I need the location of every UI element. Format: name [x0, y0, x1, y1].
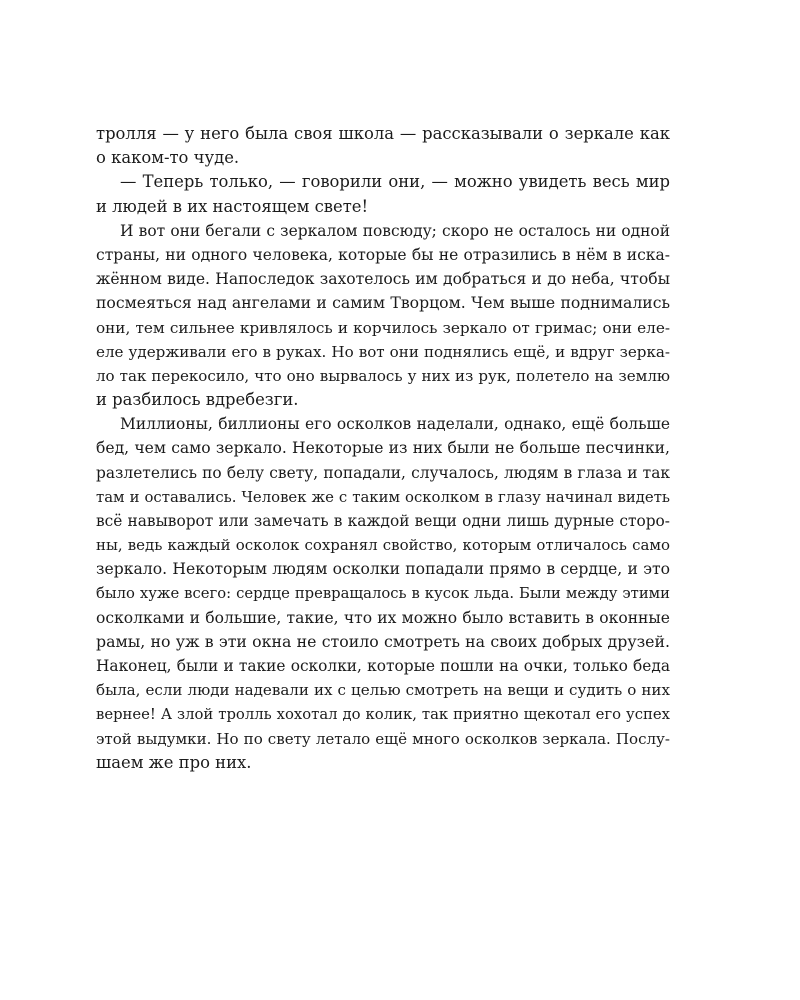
text-line: о каком-то чуде. — [96, 148, 240, 168]
text-line: всё навыворот или замечать в каждой вещи одни лишь дурные сторо- — [96, 512, 670, 530]
text-line: ло так перекосило, что оно вырвалось у них из рук, полетело на землю — [96, 366, 670, 385]
text-line: бед, чем само зеркало. Некоторые из них были не больше песчинки, — [96, 439, 670, 458]
text-line: ны, ведь каждый осколок сохранял свойство, которым отличалось само — [96, 536, 670, 555]
body-text — [96, 122, 670, 775]
text-line: посмеяться над ангелами и самим Творцом. Чем выше поднимались — [96, 293, 670, 313]
text-line: Миллионы, биллионы его осколков наделали, однако, ещё больше — [120, 415, 670, 434]
text-line: зеркало. Некоторым людям осколки попадали прямо в сердце, и это — [96, 560, 670, 579]
text-line: тролля — у него была своя школа — рассказывали о зеркале как — [96, 124, 670, 143]
text-line: этой выдумки. Но по свету летало ещё много осколков зеркала. Послу- — [96, 729, 670, 748]
text-line: разлетелись по белу свету, попадали, случалось, людям в глаза и так — [96, 463, 670, 482]
text-line: рамы, но уж в эти окна не стоило смотреть на своих добрых друзей. — [96, 631, 670, 651]
text-line: было хуже всего: сердце превращалось в кусок льда. Были между этими — [96, 584, 670, 602]
text-line: жённом виде. Напоследок захотелось им добраться и до неба, чтобы — [96, 270, 670, 289]
text-line: еле удерживали его в руках. Но вот они поднялись ещё, и вдруг зерка- — [96, 342, 670, 361]
text-line: И вот они бегали с зеркалом повсюду; скоро не осталось ни одной — [120, 221, 670, 240]
text-line: — Теперь только, — говорили они, — можно увидеть весь мир — [120, 172, 670, 192]
text-line: там и оставались. Человек же с таким осколком в глазу начинал видеть — [96, 487, 670, 506]
text-line: осколками и большие, такие, что их можно было вставить в оконные — [96, 608, 670, 627]
text-line: и разбилось вдребезги. — [96, 390, 299, 410]
text-line: вернее! А злой тролль хохотал до колик, так приятно щекотал его успех — [96, 705, 670, 723]
text-line: шаем же про них. — [96, 752, 252, 772]
text-line: и людей в их настоящем свете! — [96, 196, 369, 216]
text-line: страны, ни одного человека, которые бы не отразились в нём в иска- — [96, 245, 670, 264]
text-line: они, тем сильнее кривлялось и корчилось зеркало от гримас; они еле- — [96, 318, 670, 337]
text-line: Наконец, были и такие осколки, которые пошли на очки, только беда — [96, 657, 670, 676]
text-line: была, если люди надевали их с целью смотреть на вещи и судить о них — [96, 681, 670, 700]
